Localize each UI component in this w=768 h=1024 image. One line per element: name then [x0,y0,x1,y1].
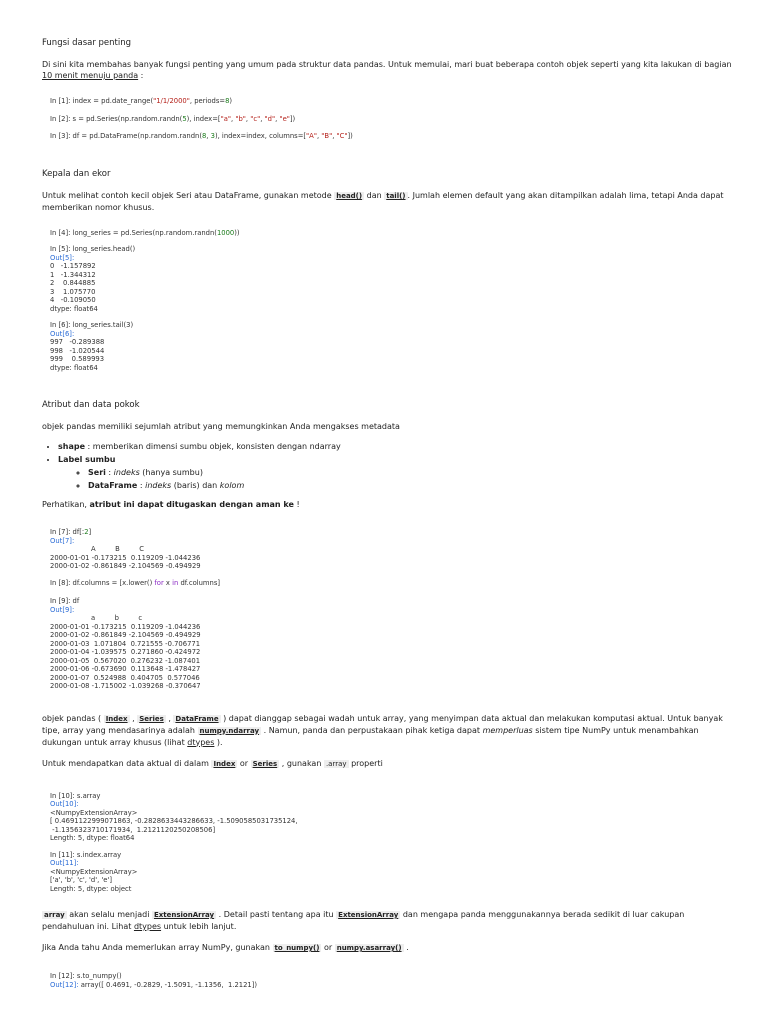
tail-output-line: 999 0.589993 [50,355,105,363]
output-index-array [50,868,732,894]
code-block-df-columns [42,528,732,691]
output-df-head [50,545,732,571]
code-line-7-in: In [7]: df[:2] [50,528,92,536]
index-array-output-line: <NumpyExtensionArray> [50,867,138,876]
paragraph-to-numpy: Jika Anda tahu Anda memerlukan array NumPy, gunakan to_numpy() or numpy.asarray() . [42,943,409,952]
axis-labels-label: Label sumbu [58,455,116,464]
code-line-2: In [2]: s = pd.Series(np.random.randn(5), index=["a", "b", "c", "d", "e"]) [50,114,296,123]
code-line-11-in: In [11]: s.index.array [50,850,122,859]
tail-output-line: 998 -1.020544 [50,346,105,355]
paragraph-attributes-intro: objek pandas memiliki sejumlah atribut yang memungkinkan Anda mengakses metadata [42,422,400,431]
code-line-5-in: In [5]: long_series.head() [50,245,136,253]
dataframe-columns-it: kolom [219,481,245,490]
link-series[interactable]: Series [139,714,164,723]
code-line-12-out: Out[12]: array([ 0.4691, -0.2829, -1.5091, -1.1356, 1.2121]) [50,980,258,989]
paragraph-note: Perhatikan, atribut ini dapat ditugaskan dengan aman ke ! [42,500,300,509]
df-output-line: 2000-01-01 -0.173215 0.119209 -1.044236 [50,622,201,631]
head-output-line: 2 0.844885 [50,279,96,287]
link-numpy-ndarray[interactable]: numpy.ndarray [199,726,260,735]
paragraph-intro [42,59,732,81]
intro-text: Di sini kita membahas banyak fungsi penting yang umum pada struktur data pandas. Untuk memulai, mari buat beberapa contoh objek seperti yang kita lakukan di bagian [42,60,732,69]
df-output-line: 2000-01-04 -1.039575 0.271860 -0.424972 [50,648,201,656]
output-array [50,809,732,843]
index-array-output-line: ['a', 'b', 'c', 'd', 'e'] [50,876,112,884]
array-property: .array [325,759,347,768]
link-head[interactable]: head() [336,191,363,200]
note-bold: atribut ini dapat ditugaskan dengan aman ke [89,500,294,509]
code-block-head-tail [42,229,732,373]
code-block-to-numpy [42,972,732,989]
head-tail-dan: dan [364,190,385,200]
link-extension-array-2[interactable]: ExtensionArray [338,911,399,919]
link-tail[interactable]: tail() [386,191,406,200]
array-output-line: -1.1356323710171934, 1.2121120250208506] [50,825,216,834]
section-title-attributes: Atribut dan data pokok [42,400,140,410]
array-output-line: Length: 5, dtype: float64 [50,834,135,842]
df-output-line: a b c [50,614,143,622]
code-line-5-out: Out[5]: [50,253,75,262]
array-output-line: <NumpyExtensionArray> [50,808,138,817]
link-dtypes-2[interactable]: dtypes [133,922,162,931]
df-output-line: 2000-01-05 0.567020 0.276232 -1.087401 [50,656,201,665]
code-line-9-out: Out[9]: [50,605,75,614]
paragraph-extension-array: array akan selalu menjadi ExtensionArray . Detail pasti tentang apa itu ExtensionArray dan mengapa panda menggunakannya berada sedikit di luar cakupan pendahuluan ini. Lihat dtypes untuk lebih lanjut. [42,910,685,931]
code-line-1: In [1]: index = pd.date_range("1/1/2000", periods=8) [50,97,233,105]
series-label: Seri [88,468,106,477]
df-output-line: 2000-01-03 1.071804 0.721555 -0.706771 [50,639,201,648]
shape-text: : memberikan dimensi sumbu objek, konsisten dengan ndarray [85,442,341,451]
tail-output-line: dtype: float64 [50,363,98,372]
code-line-10-in: In [10]: s.array [50,791,101,800]
link-10-minutes[interactable]: 10 menit menuju panda [42,71,139,80]
link-dtypes[interactable]: dtypes [187,737,215,747]
df-output-line: 2000-01-08 -1.715002 -1.039268 -0.370647 [50,682,201,690]
head-tail-text-b: . Jumlah elemen default yang akan ditampilkan adalah lima, tetapi Anda dapat memberikan nomor khusus. [42,190,724,212]
paragraph-actual-data: Untuk mendapatkan data aktual di dalam Index or Series , gunakan .array properti [42,758,383,768]
series-rest: (hanya sumbu) [139,468,203,477]
head-output-line: 4 -0.109050 [50,296,96,304]
df-head-output-line: A B C [50,545,144,553]
code-block-array [42,792,732,894]
section-title-basic-functions: Fungsi dasar penting [42,38,132,48]
link-extension-array[interactable]: ExtensionArray [153,911,215,919]
intro-end: : [138,71,144,80]
link-dataframe[interactable]: DataFrame [175,714,219,723]
list-item-shape [58,442,732,452]
code-line-3: In [3]: df = pd.DataFrame(np.random.randn(8, 3), index=index, columns=["A", "B", "C"]) [50,132,353,140]
list-item-series: ◦ Seri : indeks (hanya sumbu) [88,468,732,478]
index-array-output-line: Length: 5, dtype: object [50,884,132,893]
link-numpy-asarray[interactable]: numpy.asarray() [336,944,402,952]
link-series-2[interactable]: Series [252,759,278,768]
dataframe-mid: (baris) dan [171,481,220,490]
output-df [50,614,732,691]
df-head-output-line: 2000-01-02 -0.861849 -2.104569 -0.494929 [50,562,201,570]
document-body [42,38,732,989]
array-token: array [44,911,65,919]
code-line-9-in: In [9]: df [50,597,80,605]
df-output-line: 2000-01-06 -0.673690 0.113648 -1.478427 [50,665,201,673]
dataframe-index-it: indeks [145,481,172,490]
code-line-8: In [8]: df.columns = [x.lower() for x in df.columns] [50,578,221,587]
paragraph-head-tail [42,190,732,213]
list-item-dataframe: ◦ DataFrame : indeks (baris) dan kolom [88,481,732,491]
output-tail [50,338,732,372]
df-output-line: 2000-01-07 0.524988 0.404705 0.577046 [50,673,200,682]
code-line-6-out: Out[6]: [50,329,75,338]
attribute-list [42,442,732,491]
link-index-2[interactable]: Index [213,759,236,768]
df-output-line: 2000-01-02 -0.861849 -2.104569 -0.494929 [50,631,201,639]
dataframe-label: DataFrame [88,481,138,490]
code-line-4: In [4]: long_series = pd.Series(np.random.randn(1000)) [50,228,240,237]
tail-output-line: 997 -0.289388 [50,338,105,346]
array-output-line: [ 0.4691122999071863, -0.2828633443286633, -1.5090585031735124, [50,817,298,825]
code-block-setup [42,97,732,141]
df-head-output-line: 2000-01-01 -0.173215 0.119209 -1.044236 [50,553,201,562]
code-line-7-out: Out[7]: [50,536,75,545]
series-index-it: indeks [113,468,140,477]
head-output-line: 0 -1.157892 [50,262,96,270]
paragraph-containers: objek pandas ( Index , Series , DataFrame ) dapat dianggap sebagai wadah untuk array, yang menyimpan data aktual dan melakukan komputasi aktual. Untuk banyak tipe, array yang mendasarinya adalah numpy.ndarray . Namun, panda dan perpustakaan pihak ketiga dapat memperluas sistem tipe NumPy untuk menambahkan dukungan untuk array khusus (lihat dtypes ). [42,713,723,747]
code-line-11-out: Out[11]: [50,859,79,867]
code-line-6-in: In [6]: long_series.tail(3) [50,321,134,329]
head-tail-text-a: Untuk melihat contoh kecil objek Seri atau DataFrame, gunakan metode [42,190,335,200]
list-item-axis-labels [58,455,732,491]
head-output-line: 3 1.075770 [50,287,96,296]
code-line-10-out: Out[10]: [50,800,79,808]
link-to-numpy[interactable]: to_numpy() [274,944,320,952]
head-output-line: dtype: float64 [50,304,98,313]
head-output-line: 1 -1.344312 [50,270,96,279]
link-index[interactable]: Index [105,714,128,723]
shape-label: shape [58,442,86,451]
section-title-head-tail: Kepala dan ekor [42,168,111,179]
output-head [50,262,732,313]
code-line-12-in: In [12]: s.to_numpy() [50,972,122,980]
